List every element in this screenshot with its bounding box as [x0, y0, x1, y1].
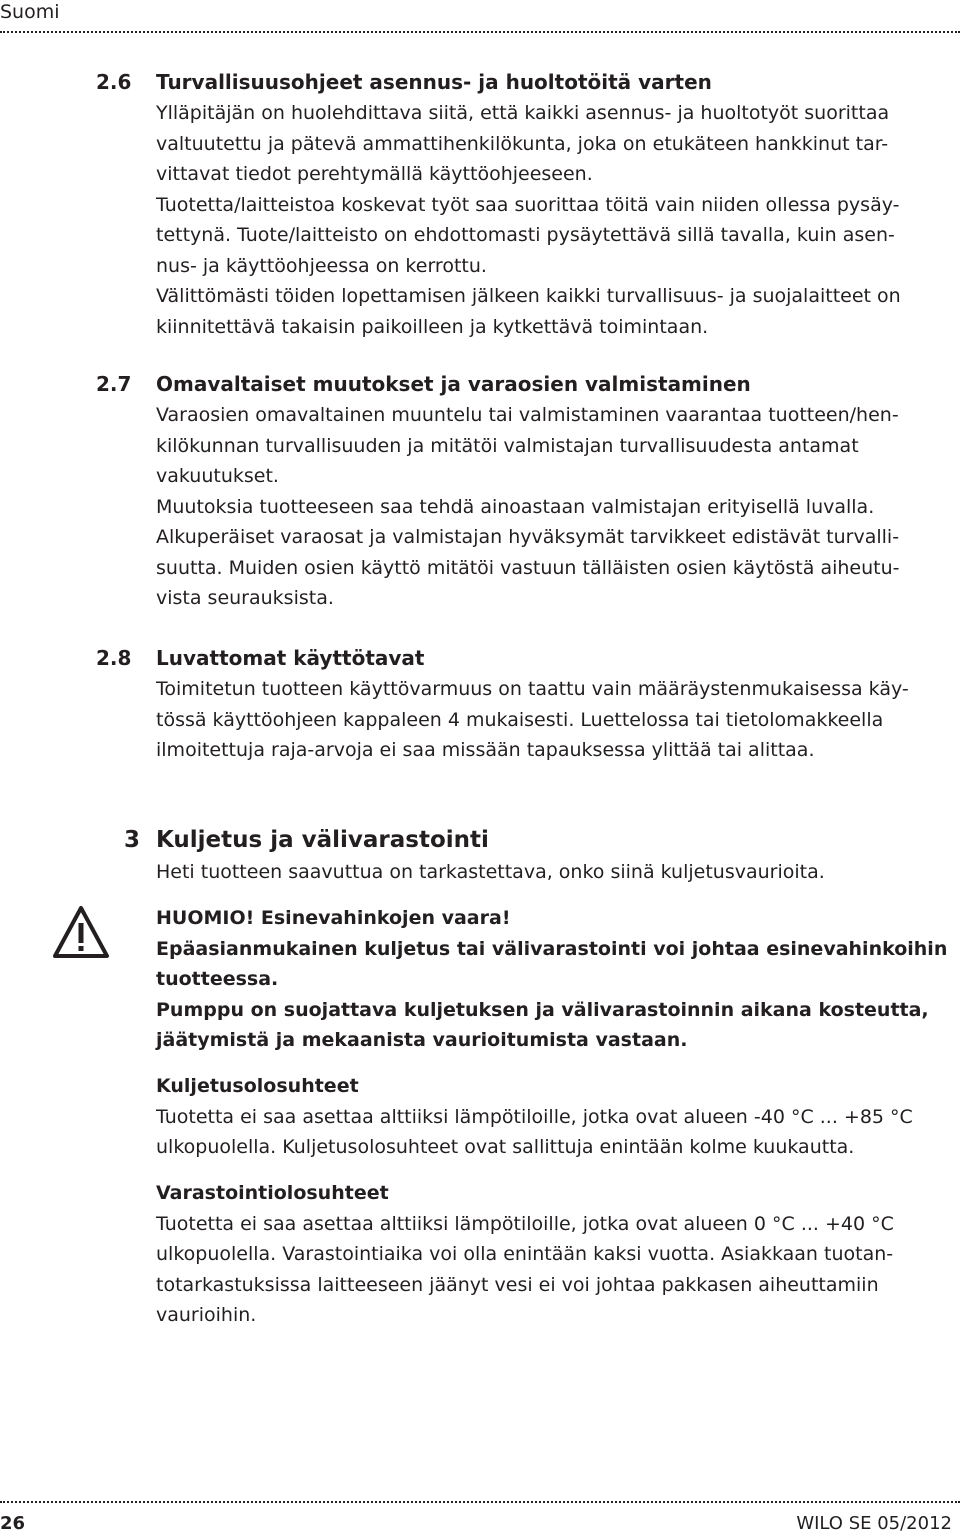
storage-heading: Varastointiolosuhteet — [156, 1182, 389, 1204]
text-line: valtuutettu ja pätevä ammattihenkilökunta, joka on etukäteen hankkinut tar- — [156, 132, 889, 155]
section-number: 2.6 — [96, 70, 132, 94]
section-number: 2.8 — [96, 646, 132, 670]
text-line: Ylläpitäjän on huolehdittava siitä, että kaikki asennus- ja huoltotyöt suorittaa — [156, 102, 890, 124]
text-line: tettynä. Tuote/laitteisto on ehdottomasti pysäytettävä sillä tavalla, kuin asen- — [156, 224, 895, 246]
text-line: kiinnitettävä takaisin paikoilleen ja kytkettävä toimintaan. — [156, 315, 709, 338]
text-line: vakuutukset. — [156, 465, 279, 487]
text-line: Välittömästi töiden lopettamisen jälkeen kaikki turvallisuus- ja suojalaitteet on — [156, 285, 901, 307]
chapter-title: Kuljetus ja välivarastointi — [156, 827, 489, 853]
text-line: Toimitetun tuotteen käyttövarmuus on taattu vain määräystenmukaisessa käy- — [156, 678, 909, 700]
text-line: Alkuperäiset varaosat ja valmistajan hyväksymät tarvikkeet edistävät turvalli- — [156, 526, 900, 548]
text-line: Tuotetta/laitteistoa koskevat työt saa suorittaa töitä vain niiden ollessa pysäy- — [156, 193, 900, 216]
section-title: Omavaltaiset muutokset ja varaosien valmistaminen — [156, 372, 751, 396]
section-title: Luvattomat käyttötavat — [156, 646, 425, 670]
text-line: kilökunnan turvallisuuden ja mitätöi valmistajan turvallisuudesta antamat — [156, 434, 859, 457]
text-line: tössä käyttöohjeen kappaleen 4 mukaisesti. Luettelossa tai tietolomakkeella — [156, 708, 884, 731]
publisher-date: WILO SE 05/2012 — [796, 1513, 952, 1534]
text-line: nus- ja käyttöohjeessa on kerrottu. — [156, 254, 487, 277]
header-language: Suomi — [0, 1, 60, 23]
footer-divider — [0, 1501, 960, 1503]
warning-line: Epäasianmukainen kuljetus tai välivarastointi voi johtaa esinevahinkoihin — [156, 937, 948, 960]
text-line: vista seurauksista. — [156, 587, 334, 609]
text-line: suutta. Muiden osien käyttö mitätöi vastuun tälläisten osien käytöstä aiheutu- — [156, 556, 900, 579]
text-line: Tuotetta ei saa asettaa alttiiksi lämpötiloille, jotka ovat alueen -40 °C ... +85 °C — [156, 1105, 913, 1128]
text-line: vittavat tiedot perehtymällä käyttöohjeeseen. — [156, 163, 593, 185]
section-number: 2.7 — [96, 372, 132, 396]
warning-heading: HUOMIO! Esinevahinkojen vaara! — [156, 907, 511, 929]
text-line: Varaosien omavaltainen muuntelu tai valmistaminen vaarantaa tuotteen/hen- — [156, 404, 899, 426]
header-divider — [0, 31, 960, 33]
warning-triangle-icon — [52, 905, 110, 959]
text-line: ilmoitettuja raja-arvoja ei saa missään tapauksessa ylittää tai alittaa. — [156, 739, 815, 761]
page-number: 26 — [0, 1513, 26, 1534]
text-line: ulkopuolella. Varastointiaika voi olla enintään kaksi vuotta. Asiakkaan tuotan- — [156, 1243, 894, 1265]
text-line: vaurioihin. — [156, 1304, 257, 1326]
text-line: Muutoksia tuotteeseen saa tehdä ainoastaan valmistajan erityisellä luvalla. — [156, 495, 875, 518]
warning-line: Pumppu on suojattava kuljetuksen ja välivarastoinnin aikana kosteutta, — [156, 998, 929, 1021]
text-line: ulkopuolella. Kuljetusolosuhteet ovat sallittuja enintään kolme kuukautta. — [156, 1136, 855, 1158]
intro-text: Heti tuotteen saavuttua on tarkastettava, onko siinä kuljetusvaurioita. — [156, 861, 825, 883]
transport-heading: Kuljetusolosuhteet — [156, 1075, 359, 1097]
warning-line: tuotteessa. — [156, 968, 279, 990]
warning-line: jäätymistä ja mekaanista vaurioitumista vastaan. — [156, 1029, 688, 1051]
text-line: Tuotetta ei saa asettaa alttiiksi lämpötiloille, jotka ovat alueen 0 °C ... +40 °C — [156, 1212, 894, 1235]
section-title: Turvallisuusohjeet asennus- ja huoltotöitä varten — [156, 70, 712, 94]
chapter-number: 3 — [124, 827, 141, 853]
text-line: totarkastuksissa laitteeseen jäänyt vesi ei voi johtaa pakkasen aiheuttamiin — [156, 1273, 879, 1296]
